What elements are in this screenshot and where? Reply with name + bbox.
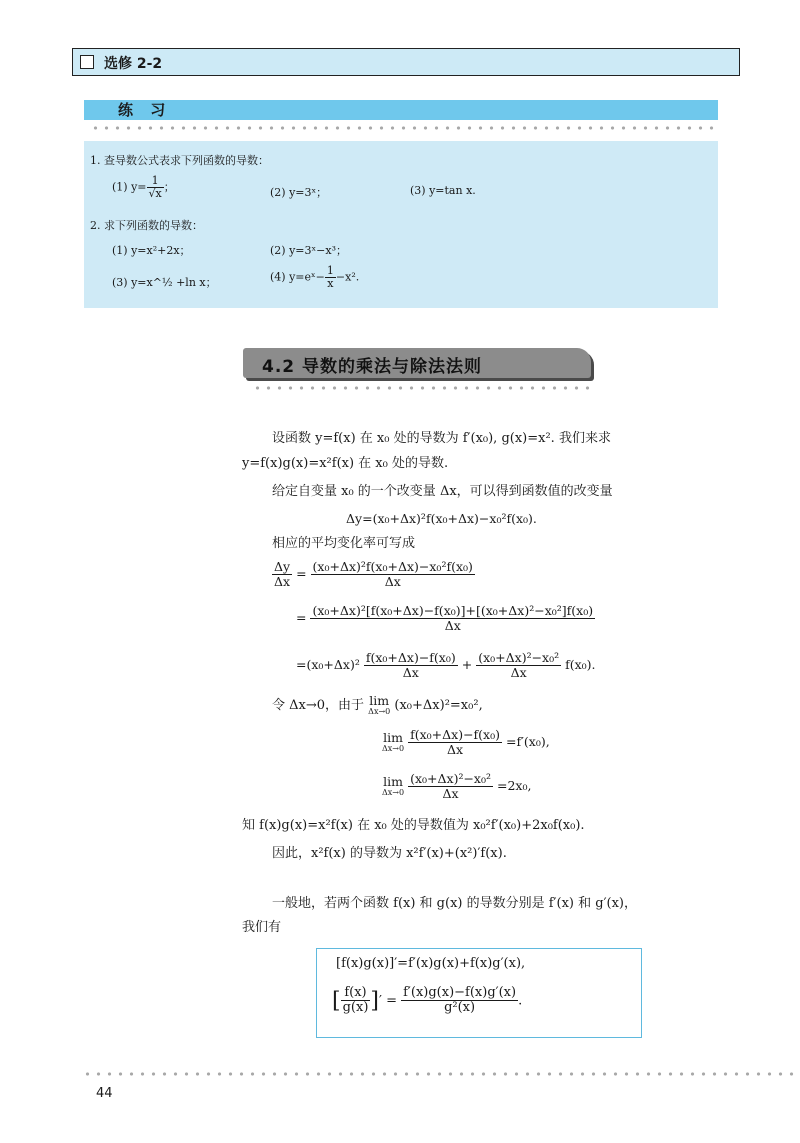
denominator: Δx [444, 617, 461, 633]
paragraph-5: 知 f(x)g(x)=x²f(x) 在 x₀ 处的导数值为 x₀²f′(x₀)+2x₀f(x₀). [242, 818, 585, 833]
denominator: √x [148, 187, 162, 201]
header-square-icon [80, 55, 94, 69]
paragraph-6: 因此，x²f(x) 的导数为 x²f′(x)+(x²)′f(x). [272, 846, 507, 861]
fraction [147, 175, 164, 200]
paragraph-2: 给定自变量 x₀ 的一个改变量 Δx，可以得到函数值的改变量 [272, 484, 613, 499]
equals-sign: = [296, 565, 307, 581]
paragraph-3: 相应的平均变化率可写成 [272, 536, 416, 551]
numerator: f(x) [341, 986, 371, 1001]
denominator: Δx [402, 664, 419, 680]
chapter-label: 选修 2-2 [104, 56, 163, 72]
paragraph-1-line-2: y=f(x)g(x)=x²f(x) 在 x₀ 处的导数. [242, 456, 449, 471]
fraction [272, 560, 292, 589]
exercise-2-a: (1) y=x²+2x； [112, 244, 191, 257]
lim-subscript: Δx→0 [368, 706, 391, 716]
plus-sign: + [461, 656, 473, 672]
numerator: f(x₀+Δx)−f(x₀) [410, 727, 500, 742]
footer-dotted-divider [82, 1072, 800, 1076]
exercise-2-d-suffix: −x². [335, 270, 360, 284]
lim-text: lim [369, 693, 390, 709]
delta-y-equation: Δy=(x₀+Δx)²f(x₀+Δx)−x₀²f(x₀). [346, 511, 537, 526]
numerator: f(x₀+Δx)−f(x₀) [365, 650, 456, 665]
equation-2 [296, 604, 595, 633]
denominator: Δx [274, 573, 291, 589]
paragraph-7-line-2: 我们有 [242, 920, 282, 935]
quotient-rule [332, 986, 522, 1016]
fraction [408, 728, 502, 757]
numerator: (x₀+Δx)²−x₀² [410, 771, 491, 786]
equals-sign: = [296, 609, 307, 625]
numerator: (x₀+Δx)²−x₀² [478, 650, 560, 665]
exercise-title: 练 习 [118, 101, 172, 119]
lim-subscript: Δx→0 [382, 787, 405, 797]
limit-equation-2 [382, 772, 531, 801]
numerator: (x₀+Δx)²f(x₀+Δx)−x₀²f(x₀) [312, 559, 473, 574]
numerator: Δy [274, 559, 291, 574]
product-rule: [f(x)g(x)]′=f′(x)g(x)+f(x)g′(x), [336, 956, 526, 971]
limit-sentence-prefix: 令 Δx→0，由于 [272, 698, 365, 713]
limit-operator [368, 695, 390, 716]
exercise-1-c: (3) y=tan x. [410, 184, 476, 197]
denominator: Δx [442, 785, 459, 801]
fraction [310, 604, 595, 633]
fraction [325, 265, 336, 290]
exercise-2-d-prefix: (4) y=eˣ− [270, 270, 325, 284]
prime-equals: ′ = [378, 993, 397, 1009]
exercise-1-b: (2) y=3ˣ； [270, 186, 328, 199]
lim-text: lim [383, 774, 403, 789]
limit-sentence-suffix: (x₀+Δx)²=x₀², [394, 698, 483, 713]
equation-3-suffix: f(x₀). [565, 656, 596, 672]
exercise-1-stem: 1. 查导数公式表求下列函数的导数： [90, 154, 269, 167]
numerator: (x₀+Δx)²[f(x₀+Δx)−f(x₀)]+[(x₀+Δx)²−x₀²]f(x₀) [312, 603, 594, 618]
numerator: 1 [326, 264, 334, 277]
exercise-2-c: (3) y=x^½ +ln x； [112, 276, 217, 289]
limit-equation-1 [382, 728, 550, 757]
exercise-1-a-prefix: (1) y= [112, 180, 147, 194]
section-dotted-divider [252, 386, 592, 390]
exercise-2-d [270, 265, 359, 290]
equation-3 [296, 651, 596, 680]
fraction [311, 560, 475, 589]
denominator: g²(x) [444, 1000, 476, 1016]
fraction [408, 772, 493, 801]
exercise-2-b: (2) y=3ˣ−x³； [270, 244, 347, 257]
lim-text: lim [383, 730, 403, 745]
dotted-divider [90, 126, 718, 130]
limit-equation-1-result: =f′(x₀), [505, 733, 550, 749]
right-bracket: ] [370, 988, 379, 1014]
numerator: 1 [147, 175, 164, 188]
fraction [341, 986, 371, 1016]
exercise-2-stem: 2. 求下列函数的导数： [90, 219, 203, 232]
equation-1 [272, 560, 475, 589]
equation-3-prefix: =(x₀+Δx)² [296, 656, 360, 672]
limit-operator [382, 776, 404, 797]
chapter-header-bar [72, 48, 740, 76]
denominator: g(x) [342, 1000, 369, 1016]
limit-equation-2-result: =2x₀, [496, 777, 532, 793]
numerator: f′(x)g(x)−f(x)g′(x) [403, 985, 517, 1000]
left-bracket: [ [332, 988, 341, 1014]
lim-subscript: Δx→0 [382, 743, 405, 753]
exercise-box [84, 141, 718, 308]
exercise-title-bar [84, 100, 718, 120]
paragraph-7-line-1: 一般地，若两个函数 f(x) 和 g(x) 的导数分别是 f′(x) 和 g′(x)， [272, 896, 637, 911]
limit-operator [382, 732, 404, 753]
exercise-1-a-suffix: ； [163, 180, 175, 194]
period: . [518, 993, 523, 1009]
denominator: Δx [384, 573, 401, 589]
exercise-1-a [112, 175, 175, 200]
denominator: Δx [510, 664, 527, 680]
paragraph-1-line-1: 设函数 y=f(x) 在 x₀ 处的导数为 f′(x₀), g(x)=x². 我们来求 [272, 431, 611, 446]
limit-sentence [272, 694, 483, 716]
fraction [364, 651, 458, 680]
fraction [476, 651, 561, 680]
denominator: x [327, 277, 334, 291]
denominator: Δx [446, 741, 464, 757]
page-number: 44 [96, 1086, 113, 1101]
fraction [401, 986, 518, 1016]
section-title: 4.2 导数的乘法与除法法则 [262, 357, 483, 377]
